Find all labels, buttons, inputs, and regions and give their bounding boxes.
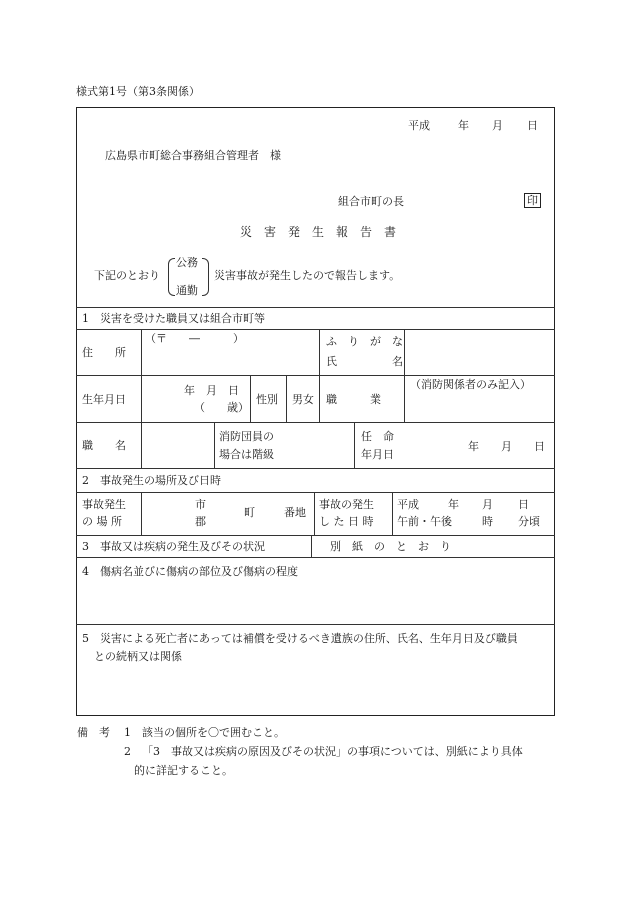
occurrence-ampm: 午前・午後 [397,515,452,528]
addressee: 広島県市町総合事務組合管理者 様 [105,149,281,162]
section3-see-attachment: 別 紙 の と お り [330,540,451,553]
appointment-label-1: 任 命 [361,430,394,443]
appointment-label-2: 年月日 [361,448,394,461]
remark-1-number: 1 [124,726,131,739]
seal-mark: 印 [524,193,541,208]
name-label: 氏 名 [326,355,403,368]
date-day: 日 [527,119,538,132]
district-label: 郡 [195,515,206,528]
intro-suffix: 災害事故が発生したので報告します。 [214,269,401,282]
document-title: 災 害 発 生 報 告 書 [240,225,397,239]
section5-heading-line1: 5 災害による死亡者にあっては補償を受けるべき遺族の住所、氏名、生年月日及び職員 [82,632,518,645]
date-era: 平成 [408,119,430,132]
occurrence-year: 年 [448,498,459,511]
option-commute: 通勤 [176,284,198,297]
fire-rank-label-1: 消防団員の [219,430,274,443]
city-label: 市 [195,498,206,511]
left-bracket [168,258,175,296]
remarks-label: 備 考 [77,726,110,739]
position-label: 職 名 [82,439,126,452]
address-label: 住 所 [82,346,126,359]
form-number: 様式第1号（第3条関係） [76,85,200,98]
lot-number-label: 番地 [284,506,306,519]
fire-rank-label-2: 場合は階級 [219,448,274,461]
place-label-2: の 場 所 [82,515,122,528]
right-bracket [202,258,209,296]
birthdate-label: 生年月日 [82,393,126,406]
occurrence-month: 月 [482,498,493,511]
sender-title: 組合市町の長 [338,195,404,208]
remark-2-number: 2 [124,745,131,758]
age-field: （ 歳） [194,401,249,414]
remark-2-text-line1: 「3 事故又は疾病の原因及びその状況」の事項については、別紙により具体 [142,745,523,758]
occurrence-time-label-2: し た 日 時 [319,515,374,528]
occurrence-minute: 分頃 [518,515,540,528]
section2-heading: 2 事故発生の場所及び日時 [82,474,221,487]
remark-2-text-line2: 的に詳記すること。 [134,764,233,777]
section4-heading: 4 傷病名並びに傷病の部位及び傷病の程度 [82,565,298,578]
remark-1-text: 該当の個所を〇で囲むこと。 [142,726,285,739]
birthdate-ymd: 年 月 日 [184,384,239,397]
sex-label: 性別 [256,393,278,406]
place-label-1: 事故発生 [82,498,126,511]
section3-heading: 3 事故又は疾病の発生及びその状況 [82,540,265,553]
occupation-label: 職 業 [326,393,381,406]
section1-heading: 1 災害を受けた職員又は組合市町等 [82,312,265,325]
intro-prefix: 下記のとおり [94,269,160,282]
section5-heading-line2: との続柄又は関係 [94,650,182,663]
sex-value: 男女 [292,393,314,406]
option-public-duty: 公務 [176,256,198,269]
date-year: 年 [458,119,469,132]
appointment-date: 年 月 日 [468,440,545,453]
furigana-label: ふ り が な [326,335,403,348]
occurrence-hour: 時 [482,515,493,528]
town-label: 町 [244,506,255,519]
occupation-note: （消防関係者のみ記入） [410,378,531,391]
date-month: 月 [492,119,503,132]
occurrence-day: 日 [518,498,529,511]
occurrence-time-label-1: 事故の発生 [319,498,374,511]
occurrence-era: 平成 [397,498,419,511]
postal-code-mark: （〒 ― ） [145,332,244,345]
